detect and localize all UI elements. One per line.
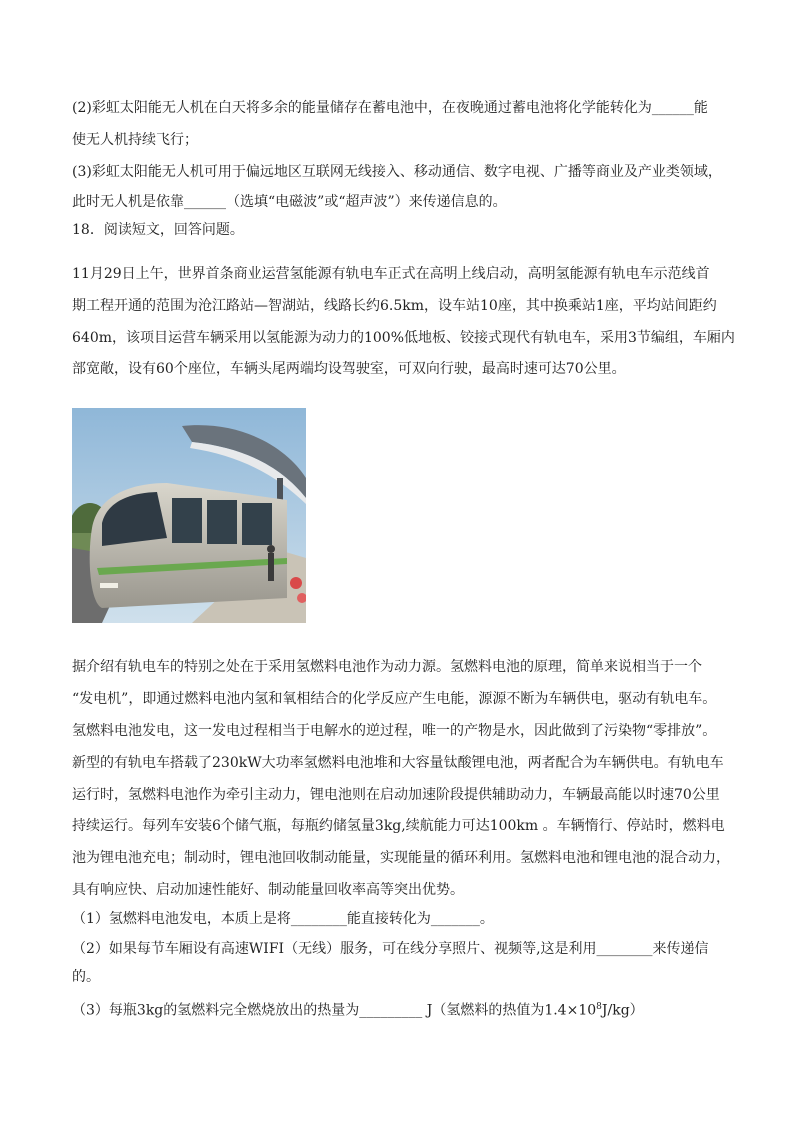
paragraph-line: 具有响应快、启动加速性能好、制动能量回收率高等突出优势。 [72,882,464,898]
paragraph-line: “发电机”，即通过燃料电池内氢和氧相结合的化学反应产生电能，源源不断为车辆供电，驱动有轨电车。 [72,691,717,707]
paragraph-line: 11月29日上午，世界首条商业运营氢能源有轨电车正式在高明上线启动，高明氢能源有轨电车示范线首 [72,266,710,282]
paragraph-line: 新型的有轨电车搭载了230kW大功率氢燃料电池堆和大容量钛酸锂电池，两者配合为车辆供电。有轨电车 [72,755,724,771]
q17-part3-line2: 此时无人机是依靠______（选填“电磁波”或“超声波”）来传递信息的。 [72,194,507,210]
q18-question-3-exponent: 8 [596,1002,602,1012]
paragraph-line: 期工程开通的范围为沧江路站—智湖站，线路长约6.5km，设车站10座，其中换乘站1座，平均站间距约 [72,298,717,314]
q18-question-3-prefix: （3）每瓶3kg的氢燃料完全燃烧放出的热量为_________ J（氢燃料的热值为1.4×10 [72,1002,597,1019]
tram-photo [72,408,306,623]
q18-heading: 18．阅读短文，回答问题。 [72,222,244,238]
q17-part3-line1: (3)彩虹太阳能无人机可用于偏远地区互联网无线接入、移动通信、数字电视、广播等商业及产业类领域， [72,164,722,180]
q18-question-1: （1）氢燃料电池发电，本质上是将________能直接转化为_______。 [72,911,494,927]
q17-part2-line2: 使无人机持续飞行； [72,132,198,148]
paragraph-line: 运行时，氢燃料电池作为牵引主动力，锂电池则在启动加速阶段提供辅助动力，车辆最高能以时速70公里 [72,787,720,803]
q18-question-2-line2: 的。 [72,969,100,985]
paragraph-line: 池为锂电池充电；制动时，锂电池回收制动能量，实现能量的循环利用。氢燃料电池和锂电池的混合动力， [72,850,730,866]
paragraph-line: 部宽敞，设有60个座位，车辆头尾两端均设驾驶室，可双向行驶，最高时速可达70公里。 [72,361,626,377]
q17-part2-line1: (2)彩虹太阳能无人机在白天将多余的能量储存在蓄电池中，在夜晚通过蓄电池将化学能转化为______能 [72,100,708,116]
q18-question-2-line1: （2）如果每节车厢设有高速WIFI（无线）服务，可在线分享照片、视频等,这是利用________来传递信 [72,941,709,957]
q18-question-3 [72,997,644,1021]
paragraph-line: 640m，该项目运营车辆采用以氢能源为动力的100%低地板、铰接式现代有轨电车，采用3节编组，车厢内 [72,330,735,346]
paragraph-line: 氢燃料电池发电，这一发电过程相当于电解水的逆过程，唯一的产物是水，因此做到了污染物“零排放”。 [72,723,717,739]
q18-question-3-suffix: J/kg） [601,1002,644,1019]
paragraph-line: 据介绍有轨电车的特别之处在于采用氢燃料电池作为动力源。氢燃料电池的原理，简单来说相当于一个 [72,659,702,675]
paragraph-line: 持续运行。每列车安装6个储气瓶，每瓶约储氢量3kg,续航能力可达100km 。车辆惰行、停站时，燃料电 [72,818,725,834]
